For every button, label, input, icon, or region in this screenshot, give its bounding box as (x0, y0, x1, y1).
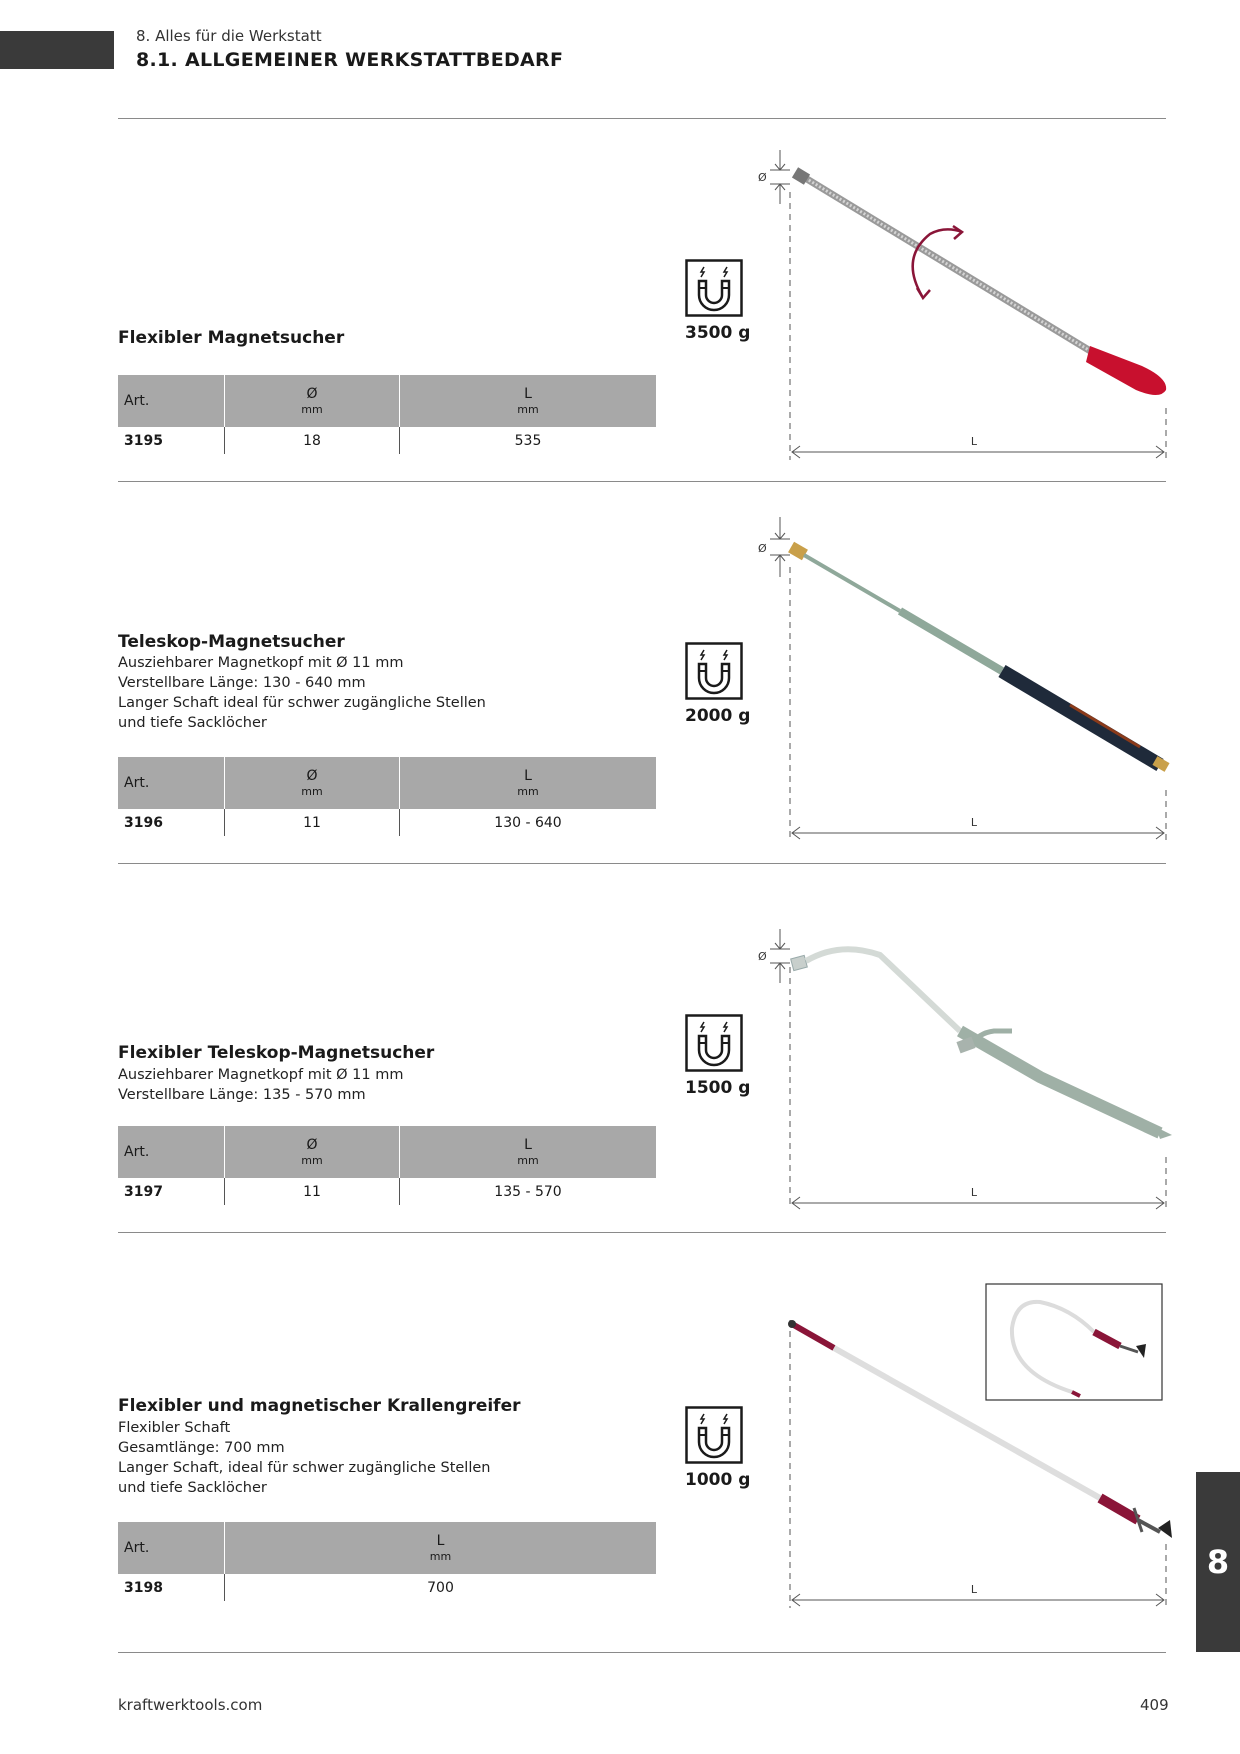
column-label: Ø (306, 767, 318, 784)
article-number: 3195 (124, 432, 163, 449)
description-line: Verstellbare Länge: 130 - 640 mm (118, 675, 366, 691)
magnet-icon (685, 1014, 743, 1072)
holding-force: 1500 g (685, 1078, 751, 1098)
magnet-icon (685, 642, 743, 700)
column-unit: mm (517, 784, 539, 798)
column-header-diameter (225, 375, 400, 427)
divider (118, 481, 1166, 482)
column-header-length (400, 375, 657, 427)
page-number: 409 (1140, 1696, 1169, 1714)
column-label: Ø (306, 1136, 318, 1153)
magnet-badge (685, 1014, 751, 1098)
section-title: 8.1. ALLGEMEINER WERKSTATTBEDARF (136, 49, 564, 71)
description-line: Langer Schaft ideal für schwer zugängliche Stellen (118, 695, 486, 711)
column-label: L (436, 1532, 445, 1549)
article-number: 3198 (124, 1579, 163, 1596)
holding-force: 3500 g (685, 323, 751, 343)
column-header-art: Art. (118, 757, 225, 809)
column-header-art: Art. (118, 1126, 225, 1178)
description-line: Verstellbare Länge: 135 - 570 mm (118, 1087, 366, 1103)
table-row (118, 427, 656, 454)
column-header-diameter (225, 757, 400, 809)
article-number: 3197 (124, 1183, 163, 1200)
spec-table (118, 1522, 656, 1601)
description-line: und tiefe Sacklöcher (118, 715, 267, 731)
chapter-title: 8. Alles für die Werkstatt (136, 27, 322, 45)
description-line: Gesamtlänge: 700 mm (118, 1440, 285, 1456)
product-title: Flexibler und magnetischer Krallengreifer (118, 1396, 521, 1416)
diameter-label: Ø (758, 950, 767, 963)
diameter-label: Ø (758, 171, 767, 184)
holding-force: 2000 g (685, 706, 751, 726)
column-header-art: Art. (118, 375, 225, 427)
product-title: Flexibler Magnetsucher (118, 328, 345, 348)
column-label: L (524, 1136, 532, 1153)
holding-force: 1000 g (685, 1470, 751, 1490)
diameter-label: Ø (758, 542, 767, 555)
table-row (118, 809, 656, 836)
diameter-value: 11 (225, 1178, 400, 1205)
product-description (118, 653, 486, 733)
column-unit: mm (301, 1153, 323, 1167)
table-row (118, 1574, 656, 1601)
magnet-icon (685, 1406, 743, 1464)
column-header-length (400, 757, 657, 809)
column-unit: mm (301, 402, 323, 416)
diameter-value: 11 (225, 809, 400, 836)
chapter-tab: 8 (1196, 1472, 1240, 1652)
magnet-icon (685, 259, 743, 317)
description-line: Langer Schaft, ideal für schwer zugängliche Stellen (118, 1460, 491, 1476)
magnet-badge (685, 1406, 751, 1490)
column-unit: mm (517, 1153, 539, 1167)
length-value: 135 - 570 (400, 1178, 657, 1205)
column-header-diameter (225, 1126, 400, 1178)
length-label: L (970, 1186, 978, 1199)
spec-table (118, 375, 656, 454)
column-unit: mm (301, 784, 323, 798)
product-image-telescopic-magnet-pickup (740, 515, 1180, 845)
article-number: 3196 (124, 814, 163, 831)
spec-table (118, 757, 656, 836)
divider (118, 863, 1166, 864)
table-row (118, 1178, 656, 1205)
column-label: L (524, 767, 532, 784)
magnet-badge (685, 642, 751, 726)
description-line: Ausziehbarer Magnetkopf mit Ø 11 mm (118, 1067, 404, 1083)
product-image-flexible-telescopic-magnet-pickup (740, 927, 1180, 1217)
divider (118, 1652, 1166, 1653)
divider (118, 118, 1166, 119)
length-value: 535 (400, 427, 657, 454)
column-header-art: Art. (118, 1522, 225, 1574)
handle (1086, 346, 1166, 395)
product-title: Flexibler Teleskop-Magnetsucher (118, 1043, 435, 1063)
column-unit: mm (517, 402, 539, 416)
footer-url: kraftwerktools.com (118, 1696, 263, 1714)
length-label: L (970, 1583, 978, 1596)
length-value: 700 (225, 1574, 657, 1601)
divider (118, 1232, 1166, 1233)
description-line: und tiefe Sacklöcher (118, 1480, 267, 1496)
column-label: Ø (306, 385, 318, 402)
product-image-flexible-magnet-pickup (740, 140, 1180, 470)
length-value: 130 - 640 (400, 809, 657, 836)
product-image-flexible-claw-grabber (740, 1282, 1180, 1612)
spec-table (118, 1126, 656, 1205)
length-label: L (970, 816, 978, 829)
description-line: Flexibler Schaft (118, 1420, 231, 1436)
diameter-value: 18 (225, 427, 400, 454)
header-bar (0, 31, 114, 69)
length-label: L (970, 435, 978, 448)
column-header-length (225, 1522, 657, 1574)
product-description (118, 1065, 403, 1105)
column-header-length (400, 1126, 657, 1178)
product-description (118, 1418, 490, 1498)
product-title: Teleskop-Magnetsucher (118, 632, 345, 652)
column-label: L (524, 385, 532, 402)
magnet-badge (685, 259, 751, 343)
column-unit: mm (429, 1549, 452, 1563)
description-line: Ausziehbarer Magnetkopf mit Ø 11 mm (118, 655, 404, 671)
